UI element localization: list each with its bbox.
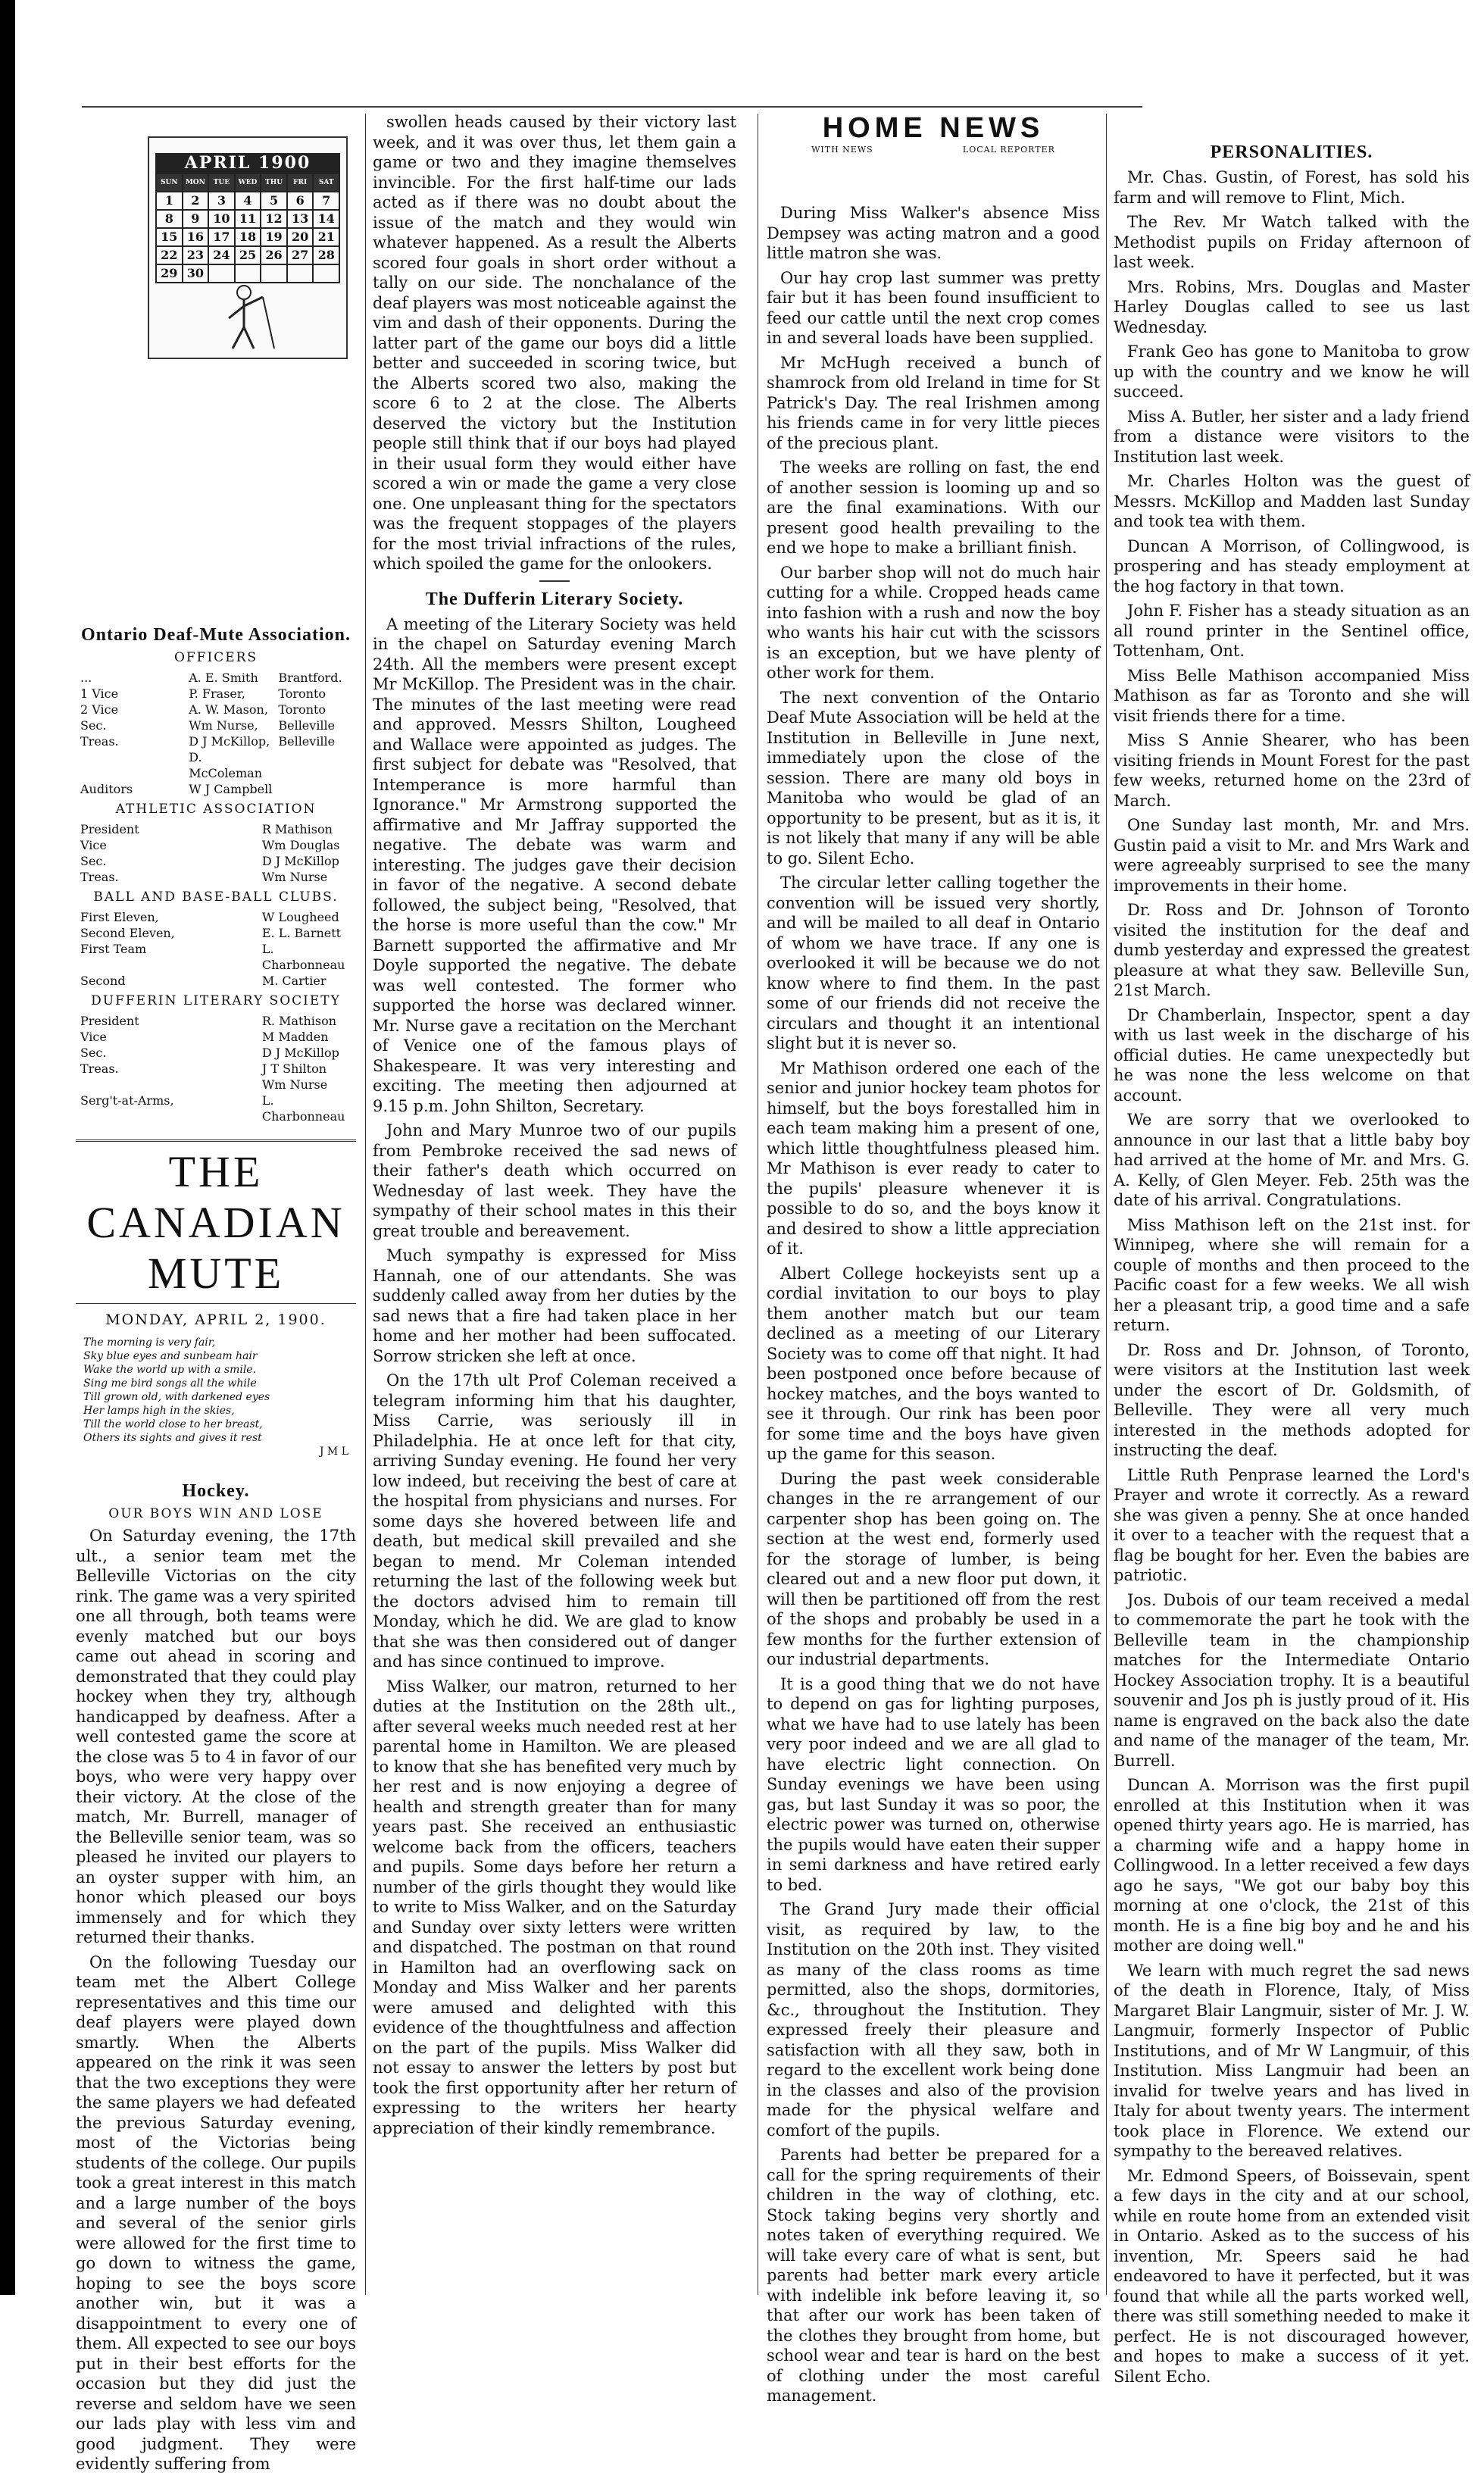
officer-name: E. L. Barnett — [261, 926, 342, 940]
calendar-day: 18 — [235, 228, 261, 246]
column-rule — [365, 114, 366, 2295]
officer-role: First Team — [80, 942, 147, 956]
officer-role: Sec. — [80, 854, 107, 868]
poem — [76, 1336, 356, 1445]
home-news-logo — [767, 112, 1100, 203]
officer-town — [278, 781, 351, 797]
hockey-article-continued — [373, 112, 736, 574]
calendar-day: 5 — [261, 192, 287, 210]
news-paragraph: John and Mary Munroe two of our pupils from Pembroke received the sad news of their father's death which occurred on Wednesday of last week. They have the sympathy of their school mates in this their great trouble and bereavement. — [373, 1121, 736, 1240]
news-paragraph: The next convention of the Ontario Deaf Mute Association will be held at the Institution in Belleville in June next, immediately upon the close of the session. There are many old boys in Manitoba who would be glad of an opportunity to be present, but as it is, it is not likely that many if any will be able to go. Silent Echo. — [767, 688, 1100, 867]
calendar-day: 6 — [287, 192, 314, 210]
dateline: MONDAY, APRIL 2, 1900. — [105, 1311, 326, 1328]
news-paragraph: The Grand Jury made their official visit, as required by law, to the Institution on the 20th inst. They visited as many of the class rooms as time permitted, also the shops, dormitories, &c., throughout the Institution. They expressed freely their pleasure and satisfaction with all they saw, both in regard to the excellent work being done in the classes and also of the provision made for the physical welfare and comfort of the pupils. — [767, 1900, 1100, 2140]
officer-name: W J Campbell — [189, 782, 273, 796]
officer-name: A. E. Smith — [189, 671, 258, 685]
officer-town: Toronto — [278, 686, 326, 701]
masthead: THE CANADIAN MUTE — [76, 1139, 356, 1304]
literary-society-title: The Dufferin Literary Society. — [425, 589, 684, 609]
calendar-day: 28 — [313, 246, 339, 264]
officer-name: R Mathison — [261, 822, 333, 836]
calendar-day: 10 — [208, 210, 235, 228]
officer-row — [76, 1077, 356, 1093]
officer-town — [278, 749, 351, 781]
news-paragraph: Our barber shop will not do much hair cutting for a while. Cropped heads came into fashion with a rush and now the boy who wants his hair cut with the scissors is an exception, but we have plenty of other work for them. — [767, 563, 1100, 682]
home-news-items — [767, 203, 1100, 2406]
officer-name: R. Mathison — [261, 1014, 337, 1028]
officer-role: President — [80, 1014, 139, 1028]
calendar-day: 21 — [313, 228, 339, 246]
officer-name: D. McColeman — [189, 750, 263, 780]
officer-row — [76, 781, 356, 797]
personal-paragraph: One Sunday last month, Mr. and Mrs. Gustin paid a visit to Mr. and Mrs Wark and were agreeably surprised to see the many improvements in their home. — [1114, 816, 1470, 895]
article-paragraph: On the following Tuesday our team met the Albert College representatives and this time our deaf players were played down smartly. When the Alberts appeared on the rink it was seen that the two exceptions they were the same players we had defeated the previous Saturday evening, most of the Victorias being students of the college. Our pupils took a great interest in this match and a large number of the boys and several of the senior girls were allowed for the first time to go down to witness the game, hoping to see the boys score another win, but it was a disappointment to every one of them. All expected to see our boys put in their best efforts for the occasion but they did just the reverse and seldom have we seen our lads play with less vim and good judgment. They were evidently suffering from — [76, 1952, 356, 2473]
calendar-title: APRIL 1900 — [155, 153, 340, 173]
officer-role: Second Eleven, — [80, 926, 175, 940]
personal-paragraph: Mr. Chas. Gustin, of Forest, has sold his farm and will remove to Flint, Mich. — [1114, 168, 1470, 207]
officer-role: Sec. — [80, 1046, 107, 1060]
calendar-day: 11 — [235, 210, 261, 228]
calendar-weekday: WED — [235, 173, 261, 192]
officer-name: Wm Nurse — [261, 870, 328, 884]
poem-line: The morning is very fair, — [83, 1336, 216, 1349]
officer-role: Treas. — [80, 1061, 119, 1076]
personal-paragraph: We are sorry that we overlooked to announce in our last that a little baby boy had arrived at the home of Mr. and Mrs. G. A. Kelly, of Glen Meyer. Feb. 25th was the date of his arrival. Congratulations. — [1114, 1111, 1470, 1209]
calendar-day: 13 — [287, 210, 314, 228]
top-rule — [82, 106, 1142, 108]
officer-role: Sec. — [80, 718, 107, 733]
calendar-day: 27 — [287, 246, 314, 264]
officer-town: Belleville — [278, 734, 336, 749]
athletic-heading: ATHLETIC ASSOCIATION — [115, 802, 317, 817]
officer-role — [80, 749, 189, 781]
officer-row — [76, 1093, 356, 1124]
officer-name: Wm Nurse — [261, 1077, 328, 1092]
home-news-subtitle — [767, 145, 1100, 155]
news-paragraph: On the 17th ult Prof Coleman received a telegram informing him that his daughter, Miss Carrie, was seriously ill in Philadelphia. He at once left for that city, arriving Sunday evening. He found her very low indeed, but receiving the best of care at the hospital from physicians and nurses. For some days she hovered between life and death, but medical skill prevailed and she began to mend. Mr Coleman intended returning the last of the following week but the doctors advised him to remain till Monday, which he did. We are glad to know that she was then considered out of danger and has since continued to improve. — [373, 1371, 736, 1671]
personal-paragraph: The Rev. Mr Watch talked with the Methodist pupils on Friday afternoon of last week. — [1114, 213, 1470, 271]
news-paragraph: Our hay crop last summer was pretty fair but it has been found insufficient to feed our cattle until the next crop comes in and several loads have been supplied. — [767, 268, 1100, 347]
calendar-day: 8 — [156, 210, 183, 228]
calendar-day — [313, 264, 339, 283]
officer-row — [76, 837, 356, 853]
article-paragraph: swollen heads caused by their victory last week, and it was over thus, let them gain a game or two and they imagine themselves invincible. For the first half-time our lads acted as if there was no doubt about the issue of the match and they would win whatever happened. As a result the Alberts scored four goals in short order without a tally on our side. The nonchalance of the deaf players was most noticeable against the vim and dash of their opponents. During the latter part of the game our boys did a little better and succeeded in scoring twice, but the Alberts scored two also, making the score 6 to 2 at the close. The Alberts deserved the victory but the Institution people still think that if our boys had played in their usual form they would either have scored a win or made the game a very close one. One unpleasant thing for the spectators was the frequent stoppages of the players for the most trivial infractions of the rules, which spoiled the game for the onlookers. — [373, 113, 736, 573]
personal-paragraph: Dr. Ross and Dr. Johnson, of Toronto, were visitors at the Institution last week under the escort of Dr. Goldsmith, of Belleville. They were all very much interested in the methods adopted for instructing the deaf. — [1114, 1340, 1470, 1459]
officer-role: 1 Vice — [80, 686, 119, 701]
calendar-day: 23 — [183, 246, 209, 264]
officer-name: L. Charbonneau — [261, 942, 345, 972]
personalities-title: PERSONALITIES. — [1210, 142, 1373, 162]
calendar-day: 17 — [208, 228, 235, 246]
officer-name: D J McKillop, — [189, 734, 270, 749]
officer-row — [76, 925, 356, 941]
officer-row — [76, 1045, 356, 1061]
officers-heading: OFFICERS — [173, 650, 258, 665]
calendar-day: 24 — [208, 246, 235, 264]
officer-town: Toronto — [278, 702, 326, 717]
officer-role: Serg't-at-Arms, — [80, 1093, 174, 1108]
officer-role: President — [80, 822, 139, 836]
personal-paragraph: Mrs. Robins, Mrs. Douglas and Master Harley Douglas called to see us last Wednesday. — [1114, 277, 1470, 336]
calendar-day — [261, 264, 287, 283]
poem-line: Others its sights and gives it rest — [83, 1432, 262, 1444]
calendar-day — [235, 264, 261, 283]
calendar-weekday: MON — [183, 173, 209, 192]
personal-paragraph: Frank Geo has gone to Manitoba to grow up with the country and we know he will succeed. — [1114, 342, 1470, 401]
calendar-day: 20 — [287, 228, 314, 246]
officer-row — [76, 1061, 356, 1077]
officer-row — [76, 686, 356, 702]
calendar-day: 19 — [261, 228, 287, 246]
officer-row — [76, 1029, 356, 1045]
officer-role: Auditors — [80, 782, 133, 796]
officer-row — [76, 733, 356, 749]
calendar-grid — [155, 173, 340, 283]
calendar-weekday: FRI — [287, 173, 314, 192]
hockey-article — [76, 1526, 356, 2474]
man-figure-icon — [202, 282, 286, 350]
personal-paragraph: Mr. Edmond Speers, of Boissevain, spent a few days in the city and at our school, while en route home from an extended visit in Ontario. Asked as to the success of his invention, Mr. Speers said he had endeavored to have it perfected, but it was found that while all the parts worked well, there was still something needed to make it perfect. He is not discouraged however, and hopes to make a success of it yet. Silent Echo. — [1114, 2166, 1470, 2386]
news-paragraph: The weeks are rolling on fast, the end of another session is looming up and so are the final examinations. With our present good health prevailing to the end we hope to make a brilliant finish. — [767, 458, 1100, 557]
poem-line: Till grown old, with darkened eyes — [83, 1391, 270, 1403]
news-paragraph: It is a good thing that we do not have to depend on gas for lighting purposes, what we have had to use lately has been very poor indeed and we are all glad to have electric light connection. On Sunday evenings we have been using gas, but last Sunday it was so poor, the electric power was turned on, otherwise the pupils would have eaten their supper in semi darkness and have retired early to bed. — [767, 1674, 1100, 1894]
hockey-title: Hockey. — [182, 1481, 250, 1501]
officer-row — [76, 853, 356, 869]
page-binding-edge — [0, 0, 15, 2295]
hockey-subtitle: OUR BOYS WIN AND LOSE — [108, 1506, 323, 1521]
personal-paragraph: Dr Chamberlain, Inspector, spent a day with us last week in the discharge of his official duties. He came unexpectedly but he was none the less welcome on that account. — [1114, 1005, 1470, 1105]
officer-name: P. Fraser, — [189, 686, 245, 701]
news-paragraph: Parents had better be prepared for a call for the spring requirements of their children in the way of clothing, etc. Stock taking begins very shortly and notes taken of everything required. We will take every care of what is sent, but parents had better mark every article with indelible ink before leaving it, so that after our work has been taken of the clothes they brought from home, but school wear and tear is hard on the best of clothing under the most careful management. — [767, 2146, 1100, 2405]
column-2 — [373, 112, 736, 2143]
officer-name: L. Charbonneau — [261, 1093, 345, 1124]
calendar-day: 26 — [261, 246, 287, 264]
news-items — [373, 1121, 736, 2138]
personal-paragraph: We learn with much regret the sad news of the death in Florence, Italy, of Miss Margaret Blair Langmuir, sister of Mr. J. W. Langmuir, formerly Inspector of Public Institutions, and of Mr W Langmuir, of this Institution. Miss Langmuir had been an invalid for twelve years and has lived in Italy for about twenty years. The interment took place in Florence. We extend our sympathy to the bereaved relatives. — [1114, 1961, 1470, 2160]
officer-row — [76, 941, 356, 973]
news-paragraph: The circular letter calling together the convention will be issued very shortly, and will be mailed to all deaf in Ontario of whom we have trace. If any one is overlooked it will be because we do not know where to find them. In the past some of our friends did not receive the circulars and thought it an intentional slight but it is never so. — [767, 874, 1100, 1052]
officer-name: Wm Nurse, — [189, 718, 258, 733]
officer-role: 2 Vice — [80, 702, 119, 717]
section-divider — [539, 580, 570, 582]
officers-list — [76, 670, 356, 797]
personal-paragraph: Little Ruth Penprase learned the Lord's Prayer and wrote it correctly. As a reward she was given a penny. She at once handed it over to a teacher with the request that a flag be bought for her. Even the babies are patriotic. — [1114, 1465, 1470, 1584]
calendar-weekday: TUE — [208, 173, 235, 192]
officer-name: W Lougheed — [261, 910, 339, 924]
ball-clubs-heading: BALL AND BASE-BALL CLUBS. — [93, 889, 339, 905]
column-4 — [1114, 112, 1470, 2391]
calendar-illustration — [148, 136, 348, 359]
personal-paragraph: Duncan A Morrison, of Collingwood, is prospering and has steady employment at the hog factory in that town. — [1114, 536, 1470, 596]
personal-paragraph: Jos. Dubois of our team received a medal to commemorate the part he took with the Belleville team in the championship matches for the Intermediate Ontario Hockey Association trophy. It is a beautiful souvenir and Jos ph is justly proud of it. His name is engraved on the back also the date and name of the manager of the team, Mr. Burrell. — [1114, 1590, 1470, 1770]
calendar-weekday: SAT — [313, 173, 339, 192]
calendar-day — [287, 264, 314, 283]
calendar-day: 15 — [156, 228, 183, 246]
news-paragraph: Mr Mathison ordered one each of the senior and junior hockey team photos for himself, but the boys forestalled him in each team making him a present of one, which little thoughtfulness pleased him. Mr Mathison is ever ready to cater to the pupils' pleasure whenever it is possible to do so, and the boys know it and desired to show a little appreciation of it. — [767, 1058, 1100, 1258]
officer-town: Belleville — [278, 718, 336, 733]
personal-paragraph: John F. Fisher has a steady situation as an all round printer in the Sentinel office, Tottenham, Ont. — [1114, 602, 1470, 660]
calendar-day: 4 — [235, 192, 261, 210]
calendar-day: 12 — [261, 210, 287, 228]
officer-role: Treas. — [80, 734, 119, 749]
calendar-day: 1 — [156, 192, 183, 210]
ball-clubs-list — [76, 909, 356, 989]
officer-name: D J McKillop — [261, 1046, 339, 1060]
news-paragraph: Miss Walker, our matron, returned to her duties at the Institution on the 28th ult., after several weeks much needed rest at her parental home in Hamilton. We are pleased to know that she has benefited very much by her rest and is now enjoying a degree of health and strength greater than for many years past. She received an enthusiastic welcome back from the officers, teachers and pupils. Some days before her return a number of the girls thought they would like to write to Miss Walker, and on the Saturday and Sunday over sixty letters were written and dispatched. The postman on that round in Hamilton had an overflowing sack on Monday and Miss Walker and her parents were amused and delighted with this evidence of the thoughtfulness and affection on the part of the pupils. Miss Walker did not essay to answer the letters by post but took the first opportunity after her return of expressing to the writers her hearty appreciation of their kindly remembrance. — [373, 1677, 736, 2137]
calendar-day: 16 — [183, 228, 209, 246]
calendar-day: 29 — [156, 264, 183, 283]
officer-name: A. W. Mason, — [189, 702, 268, 717]
personal-paragraph: Miss Belle Mathison accompanied Miss Mathison as far as Toronto and she will visit friends there for a time. — [1114, 666, 1470, 725]
column-1 — [76, 617, 356, 2479]
officer-name: M. Cartier — [261, 974, 326, 988]
literary-society-list — [76, 1013, 356, 1124]
calendar-day: 7 — [313, 192, 339, 210]
poem-line: Sing me bird songs all the while — [83, 1377, 257, 1390]
home-news-left-caption: WITH NEWS — [811, 145, 873, 155]
personal-paragraph: Mr. Charles Holton was the guest of Messrs. McKillop and Madden last Sunday and took tea with them. — [1114, 472, 1470, 530]
literary-heading: DUFFERIN LITERARY SOCIETY — [91, 993, 341, 1008]
calendar-day: 14 — [313, 210, 339, 228]
personal-paragraph: Miss A. Butler, her sister and a lady friend from a distance were visitors to the Institution last week. — [1114, 407, 1470, 466]
officer-role: First Eleven, — [80, 910, 159, 924]
officer-row — [76, 717, 356, 733]
personal-paragraph: Duncan A. Morrison was the first pupil enrolled at this Institution when it was opened thirty years ago. He is married, has a charming wife and a happy home in Collingwood. In a letter received a few days ago he says, "We got our baby boy this morning at one o'clock, the 21st of this month. He is a fine big boy and he and his mother are doing well." — [1114, 1776, 1470, 1955]
calendar-weekday: THU — [261, 173, 287, 192]
news-paragraph: Albert College hockeyists sent up a cordial invitation to our boys to play them another match but our team declined as a meeting of our Literary Society was to come off that night. It had been postponed once before because of hockey matches, and the boys wanted to see it through. Our rink has been poor for some time and the boys have given up the game for this season. — [767, 1264, 1100, 1463]
officer-row — [76, 702, 356, 717]
personalities-items — [1114, 167, 1470, 2387]
column-rule — [1106, 114, 1107, 2295]
officer-name: Wm Douglas — [261, 838, 340, 852]
officer-row — [76, 670, 356, 686]
officer-name: D J McKillop — [261, 854, 339, 868]
news-paragraph: Mr McHugh received a bunch of shamrock from old Ireland in time for St Patrick's Day. The real Irishmen among his friends came in for very little pieces of the precious plant. — [767, 353, 1100, 452]
officer-role: Second — [80, 974, 126, 988]
personal-paragraph: Miss Mathison left on the 21st inst. for Winnipeg, where she will remain for a couple of months and then proceed to the Pacific coast for a few weeks. We all wish her a pleasant trip, a good time and a safe return. — [1114, 1215, 1470, 1334]
calendar-day: 3 — [208, 192, 235, 210]
officer-name: J T Shilton — [261, 1061, 326, 1076]
calendar-day: 9 — [183, 210, 209, 228]
poem-line: Wake the world up with a smile. — [83, 1364, 257, 1376]
officer-row — [76, 749, 356, 781]
officer-role — [80, 1077, 189, 1093]
personal-paragraph: Dr. Ross and Dr. Johnson of Toronto visited the institution for the deaf and dumb yesterday and expressed the greatest pleasure at what they saw. Belleville Sun, 21st March. — [1114, 901, 1470, 999]
athletic-list — [76, 821, 356, 885]
calendar-day — [208, 264, 235, 283]
calendar-day: 22 — [156, 246, 183, 264]
article-paragraph: A meeting of the Literary Society was held in the chapel on Saturday evening March 24th. All the members were present except Mr McKillop. The President was in the chair. The minutes of the last meeting were read and approved. Messrs Shilton, Lougheed and Wallace were appointed as judges. The first subject for debate was "Resolved, that Intemperance is more harmful than Ignorance." Mr Armstrong supported the affirmative and Mr Jaffray supported the negative. The debate was warm and interesting. The judges gave their decision in favor of the negative. A second debate followed, the subject being, "Resolved, that the horse is more useful than the cow." Mr Barnett supported the affirmative and Mr Doyle supported the negative. The debate was well contested. The former who supported the horse was declared winner. Mr. Nurse gave a recitation on the Merchant of Venice one of the famous plays of Shakespeare. It was very interesting and exciting. The meeting then adjourned at 9.15 p.m. John Shilton, Secretary. — [373, 614, 736, 1115]
officer-row — [76, 869, 356, 885]
news-paragraph: During the past week considerable changes in the re arrangement of our carpenter shop has been going on. The section at the west end, formerly used for the storage of lumber, is being cleared out and a new floor put down, it will then be partitioned off from the rest of the shops and probably be used in a few months for the further extension of our industrial departments. — [767, 1469, 1100, 1668]
officer-town: Brantford. — [278, 671, 342, 685]
officer-row — [76, 973, 356, 989]
officer-role: Treas. — [80, 870, 119, 884]
officer-role: ... — [80, 671, 92, 685]
officer-row — [76, 909, 356, 925]
home-news-title: HOME NEWS — [822, 112, 1045, 144]
home-news-right-caption: LOCAL REPORTER — [962, 145, 1055, 155]
officer-role: Vice — [80, 1030, 107, 1044]
column-3 — [767, 112, 1100, 2411]
officer-role: Vice — [80, 838, 107, 852]
association-title: Ontario Deaf-Mute Association. — [81, 625, 351, 645]
article-paragraph: On Saturday evening, the 17th ult., a senior team met the Belleville Victorias on the city rink. The game was a very spirited one all through, both teams were evenly matched but our boys came out ahead in scoring and demonstrated that they could play hockey when they try, although handicapped by deafness. After a well contested game the score at the close was 5 to 4 in favor of our boys, who were very happy over their victory. At the close of the match, Mr. Burrell, manager of the Belleville senior team, was so pleased he invited our players to an oyster supper with him, an honor which pleased our boys immensely and for which they returned their thanks. — [76, 1527, 356, 1946]
calendar-day: 2 — [183, 192, 209, 210]
poem-signature: J M L — [319, 1446, 348, 1458]
literary-society-article — [373, 614, 736, 1117]
calendar-day: 25 — [235, 246, 261, 264]
calendar-day: 30 — [183, 264, 209, 283]
poem-line: Till the world close to her breast, — [83, 1418, 263, 1430]
officer-row — [76, 821, 356, 837]
calendar-weekday: SUN — [156, 173, 183, 192]
poem-line: Her lamps high in the skies, — [83, 1405, 235, 1417]
news-paragraph: Much sympathy is expressed for Miss Hannah, one of our attendants. She was suddenly called away from her duties by the sad news that a fire had taken place in her home and her mother had been suffocated. Sorrow stricken she left at once. — [373, 1246, 736, 1365]
news-paragraph: During Miss Walker's absence Miss Dempsey was acting matron and a good little matron she was. — [767, 204, 1100, 262]
personal-paragraph: Miss S Annie Shearer, who has been visiting friends in Mount Forest for the past few weeks, returned home on the 23rd of March. — [1114, 731, 1470, 810]
poem-line: Sky blue eyes and sunbeam hair — [83, 1350, 258, 1362]
officer-name: M Madden — [261, 1030, 329, 1044]
officer-row — [76, 1013, 356, 1029]
